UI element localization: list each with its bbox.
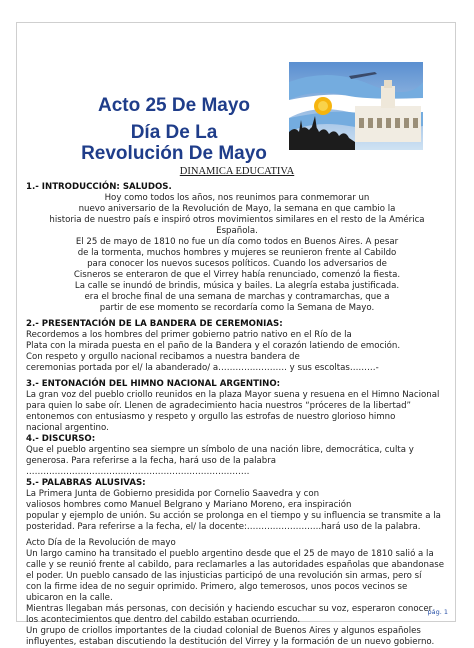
body-line: Acto Día de la Revolución de mayo [26, 538, 176, 548]
title-line-2: Día De La [130, 122, 218, 143]
body-line: La calle se inundó de brindis, música y bailes. La alegría estaba justificada. [74, 281, 400, 291]
body-line: valiosos hombres como Manuel Belgrano y Mariano Moreno, era inspiración [26, 500, 352, 510]
body-line: nacional argentino. [26, 423, 109, 433]
body-line: generosa. Para referirse a la fecha, hará uso de la palabra [26, 456, 277, 466]
body-line: Con respeto y orgullo nacional recibamos a nuestra bandera de [26, 352, 300, 362]
body-line: Hoy como todos los años, nos reunimos para conmemorar un [104, 193, 370, 203]
body-line: Un grupo de criollos importantes de la ciudad colonial de Buenos Aires y algunos españoles [26, 626, 421, 636]
body-line: era el broche final de una semana de marchas y contramarchas, que a [84, 292, 390, 302]
section-heading: 1.- INTRODUCCIÓN: SALUDOS. [26, 182, 172, 192]
body-line: de la tormenta, muchos hombres y mujeres se reunieron frente al Cabildo [77, 248, 397, 258]
body-line: La gran voz del pueblo criollo reunidos en la plaza Mayor suena y resuena en el Himno Nacional [26, 390, 440, 400]
body-line: partir de ese momento se recordaría como la Semana de Mayo. [99, 303, 375, 313]
body-line: Recordemos a los hombres del primer gobierno patrio nativo en el Río de la [26, 330, 352, 340]
body-line: Cisneros se enteraron de que el Virrey había renunciado, comenzó la fiesta. [73, 270, 401, 280]
body-line: influyentes, estaban discutiendo la destitución del Virrey y la formación de un nuevo gobierno. [26, 637, 435, 647]
body-line: Mientras llegaban más personas, con decisión y haciendo escuchar su voz, esperaron conocer [26, 604, 433, 614]
body-line: el poder. Un pueblo cansado de las injusticias participó de una revolución sin armas, pero sí [26, 571, 422, 581]
body-line: La Primera Junta de Gobierno presidida por Cornelio Saavedra y con [26, 489, 320, 499]
body-line: popular y ejemplo de unión. Su acción se prolonga en el tiempo y su influencia se transmite a la [26, 511, 441, 521]
body-line: entonemos con entusiasmo y respeto y orgullo las estrofas de nuestro glorioso himno [26, 412, 396, 422]
body-line: historia de nuestro país e inspiró otros movimientos similares en el resto de la América [49, 215, 425, 225]
body-line: Española. [216, 226, 258, 236]
section-heading: 2.- PRESENTACIÓN DE LA BANDERA DE CEREMONIAS: [26, 319, 283, 329]
section-heading: 3.- ENTONACIÓN DEL HIMNO NACIONAL ARGENTINO: [26, 379, 281, 389]
title-line-3: Revolución De Mayo [81, 143, 267, 164]
body-line: para quien lo sabe oír. Llenen de agradecimiento hacia nuestros “próceres de la libertad” [26, 401, 412, 411]
title-line-1: Acto 25 De Mayo [97, 95, 251, 116]
body-line: Que el pueblo argentino sea siempre un símbolo de una nación libre, democrática, culta y [26, 445, 414, 455]
body-line: …………………………………………………………………… [26, 467, 250, 477]
section-label: DINAMICA EDUCATIVA [179, 166, 295, 177]
cabildo-flag-illustration [289, 62, 423, 150]
body-line: El 25 de mayo de 1810 no fue un día como todos en Buenos Aires. A pesar [75, 237, 399, 247]
body-line: los acontecimientos que dentro del cabildo estaban ocurriendo. [26, 615, 301, 625]
body-line: calle y se reunió frente al cabildo, para reclamarles a las autoridades españolas que abandonase [26, 560, 444, 570]
body-line: Un largo camino ha transitado el pueblo argentino desde que el 25 de mayo de 1810 salió a la [26, 549, 434, 559]
page-number: pág. 1 [427, 608, 448, 616]
body-line: posteridad. Para referirse a la fecha, el/ la docente:……………………..hará uso de la palabra. [26, 522, 421, 532]
header-illustration [289, 62, 423, 150]
body-line: nuevo aniversario de la Revolución de Mayo, la semana en que cambio la [78, 204, 396, 214]
body-line: ubicaron en la calle. [26, 593, 113, 603]
body-line: con la firme idea de no seguir oprimido. Primero, algo temerosos, unos pocos vecinos se [26, 582, 408, 592]
body-line: Plata con la mirada puesta en el paño de la Bandera y el corazón latiendo de emoción. [26, 341, 401, 351]
body-line: para conocer los nuevos sucesos políticos. Cuando los adversarios de [87, 259, 387, 269]
section-heading: 5.- PALABRAS ALUSIVAS: [26, 478, 146, 488]
body-line: ceremonias portada por el/ la abanderado/ a…………………… y sus escoltas………- [26, 363, 379, 373]
section-heading: 4.- DISCURSO: [26, 434, 96, 444]
